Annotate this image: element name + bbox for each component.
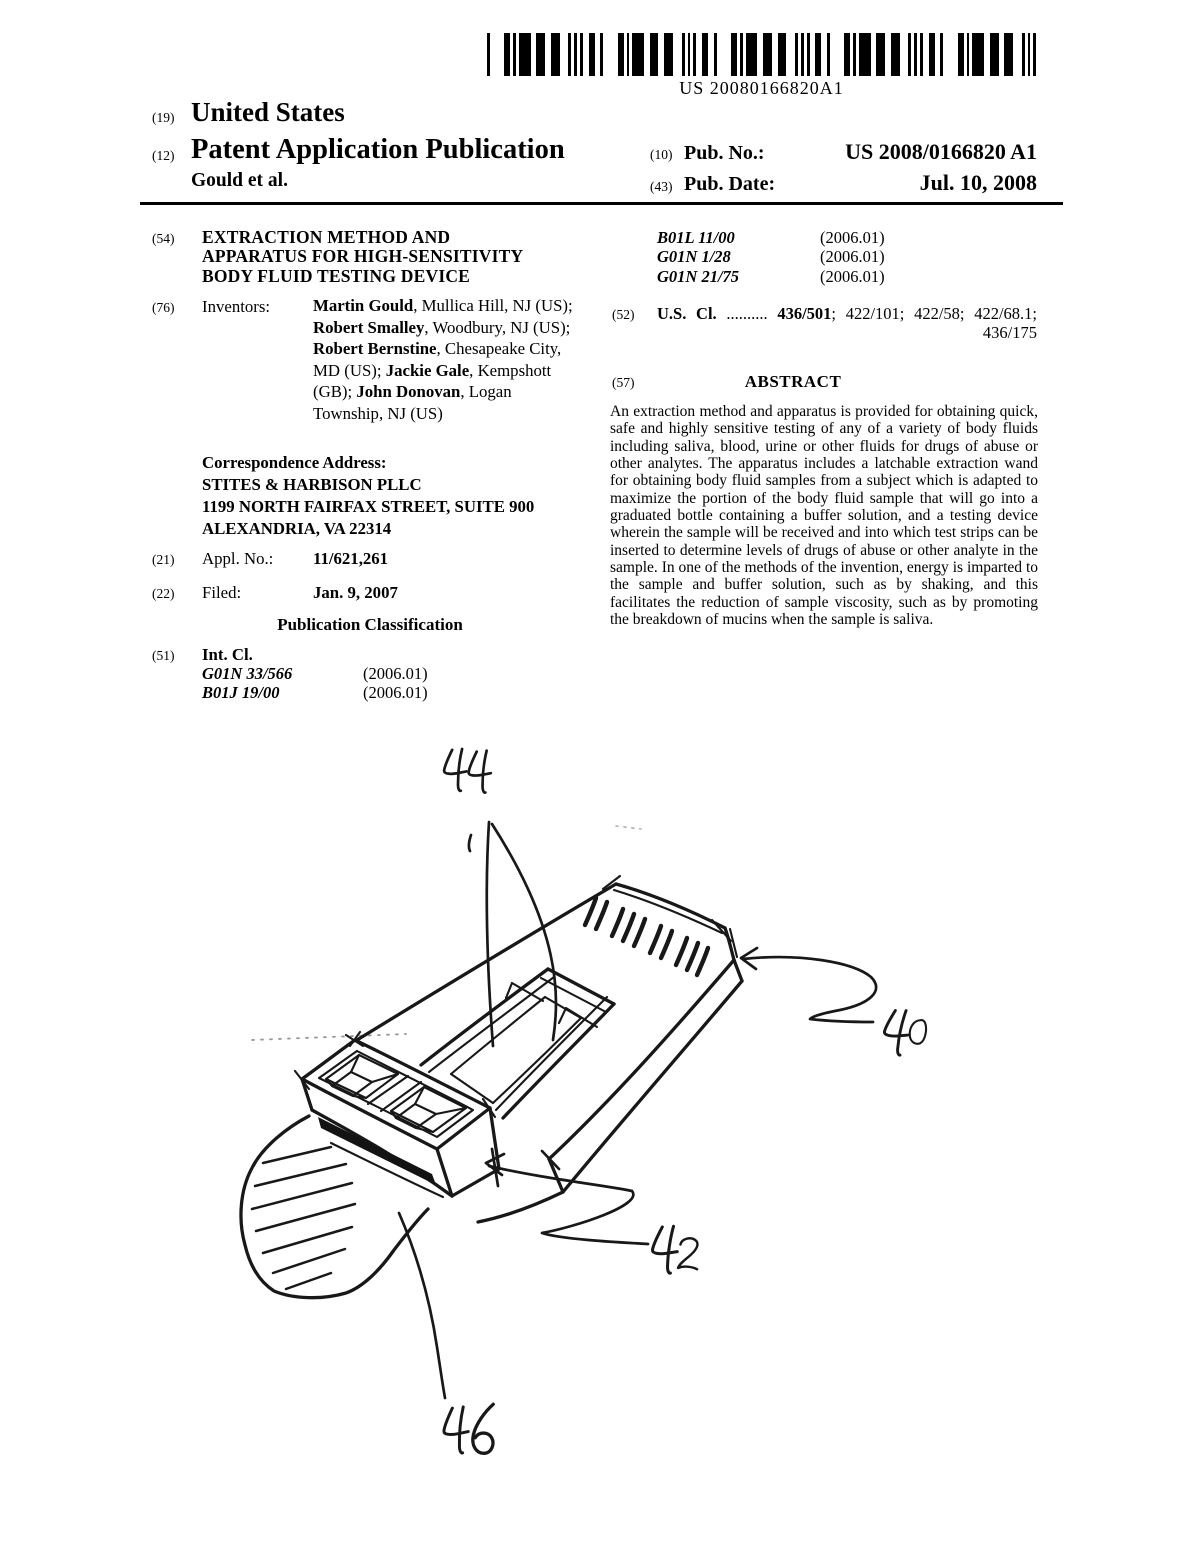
pubdate-label: Pub. Date: xyxy=(684,173,776,195)
sample-well-block xyxy=(295,1032,499,1197)
inventors-inid: (76) xyxy=(152,300,175,315)
leader-40 xyxy=(743,957,876,1022)
device-grip-hatching xyxy=(585,898,708,975)
appl-label: Appl. No.: xyxy=(202,549,274,568)
pubdate-value: Jul. 10, 2008 xyxy=(919,170,1037,195)
intcl-row: G01N 21/75 (2006.01) xyxy=(657,266,885,286)
header-divider xyxy=(140,202,1063,205)
barcode xyxy=(487,33,1036,99)
abstract-text: An extraction method and apparatus is provided for obtaining quick, safe and highly sensitive testing of any of a variety of body fluids including saliva, blood, urine or other fluids for drugs of abuse or other analytes. The apparatus includes a latchable extraction wand for obtaining body fluid samples from a subject which is adapted to maximize the portion of the body fluid sample that will go into a graduated bottle containing a buffer solution, and a testing device wherein the sample will be received and into which test strips can be inserted to determine levels of drugs of abuse or other analyte in the sample. In one of the methods of the invention, energy is imparted to the sample and buffer solution, such as by shaking, and this facilitates the reduction of sample viscosity, such as by promoting the breakdown of mucins when the sample is saliva. xyxy=(610,403,1038,629)
collection-flap xyxy=(241,1116,428,1298)
ghost-line xyxy=(252,1034,406,1040)
abstract-inid: (57) xyxy=(612,375,635,390)
appl-value: 11/621,261 xyxy=(313,549,389,568)
intcl-inid: (51) xyxy=(152,648,175,663)
test-strip-channel xyxy=(421,969,614,1118)
cross-tick-42 xyxy=(492,1149,498,1186)
doc-kind-num: (12) xyxy=(152,148,175,163)
uscl-line1 xyxy=(657,304,1037,324)
pubno-value: US 2008/0166820 A1 xyxy=(845,139,1037,164)
edge-tick xyxy=(542,1151,559,1169)
inventors-list: Martin Gould, Mullica Hill, NJ (US); Robert Smalley, Woodbury, NJ (US); Robert Bernstine, Chesapeake City, MD (US); Jackie Gale, Kempshott (GB); John Donovan, Logan Township, NJ (US) xyxy=(313,296,573,423)
intcl-table-left xyxy=(202,664,502,703)
correspondence-address: Correspondence Address: STITES & HARBISON PLLC 1199 NORTH FAIRFAX STREET, SUITE 900 ALEXANDRIA, VA 22314 xyxy=(202,453,535,538)
ref-numeral-40 xyxy=(881,1008,929,1059)
pubdate-row xyxy=(684,170,1037,196)
country-name: United States xyxy=(191,97,345,127)
arrowhead-42 xyxy=(486,1154,504,1175)
barcode-number: US 20080166820A1 xyxy=(679,78,844,98)
abstract-heading: ABSTRACT xyxy=(744,372,842,391)
pubno-inid: (10) xyxy=(650,147,673,162)
first-named-inventor: Gould et al. xyxy=(191,170,288,191)
filed-label: Filed: xyxy=(202,583,242,602)
tick-mark xyxy=(469,835,471,851)
arrowhead-40 xyxy=(741,948,757,969)
uscl-secondary: ; 422/101; 422/58; 422/68.1; xyxy=(831,304,1037,323)
ref-numeral-42 xyxy=(650,1224,701,1276)
appl-inid: (21) xyxy=(152,552,175,567)
intcl-label: Int. Cl. xyxy=(202,645,253,664)
inventors-label: Inventors: xyxy=(202,297,271,316)
uscl-dots: .......... xyxy=(726,304,768,323)
pubdate-inid: (43) xyxy=(650,179,673,194)
publication-classification-heading: Publication Classification xyxy=(277,615,463,634)
leader-lines xyxy=(399,822,876,1398)
barcode-bars xyxy=(487,33,1036,76)
pubno-label: Pub. No.: xyxy=(684,142,765,164)
leader-46 xyxy=(399,1213,445,1398)
doc-kind: Patent Application Publication xyxy=(191,134,565,165)
filed-inid: (22) xyxy=(152,586,175,601)
intcl-row: G01N 1/28 (2006.01) xyxy=(657,247,885,267)
leader-44 xyxy=(487,822,556,1046)
pubno-row xyxy=(684,139,1037,165)
filed-value: Jan. 9, 2007 xyxy=(313,583,398,602)
uscl-line2: 436/175 xyxy=(982,323,1037,342)
well-block-slot xyxy=(318,1117,436,1185)
title-inid: (54) xyxy=(152,231,175,246)
intcl-row: B01L 11/00 (2006.01) xyxy=(657,228,885,247)
leader-42 xyxy=(489,1166,648,1244)
intcl-row: B01J 19/00 (2006.01) xyxy=(202,683,428,703)
invention-title: EXTRACTION METHOD AND APPARATUS FOR HIGH-SENSITIVITY BODY FLUID TESTING DEVICE xyxy=(202,227,523,286)
flap-hatching xyxy=(252,1147,355,1289)
uscl-primary: 436/501 xyxy=(777,304,832,323)
intcl-row: G01N 33/566 (2006.01) xyxy=(202,664,428,683)
ref-numeral-46 xyxy=(443,1402,495,1455)
ghost-dots xyxy=(616,826,641,829)
country-code-num: (19) xyxy=(152,110,175,125)
intcl-table-right xyxy=(657,228,957,286)
uscl-label: U.S. Cl. xyxy=(657,304,717,323)
device-body-outline xyxy=(357,876,742,1222)
ref-numeral-44 xyxy=(443,748,493,793)
uscl-inid: (52) xyxy=(612,307,635,322)
